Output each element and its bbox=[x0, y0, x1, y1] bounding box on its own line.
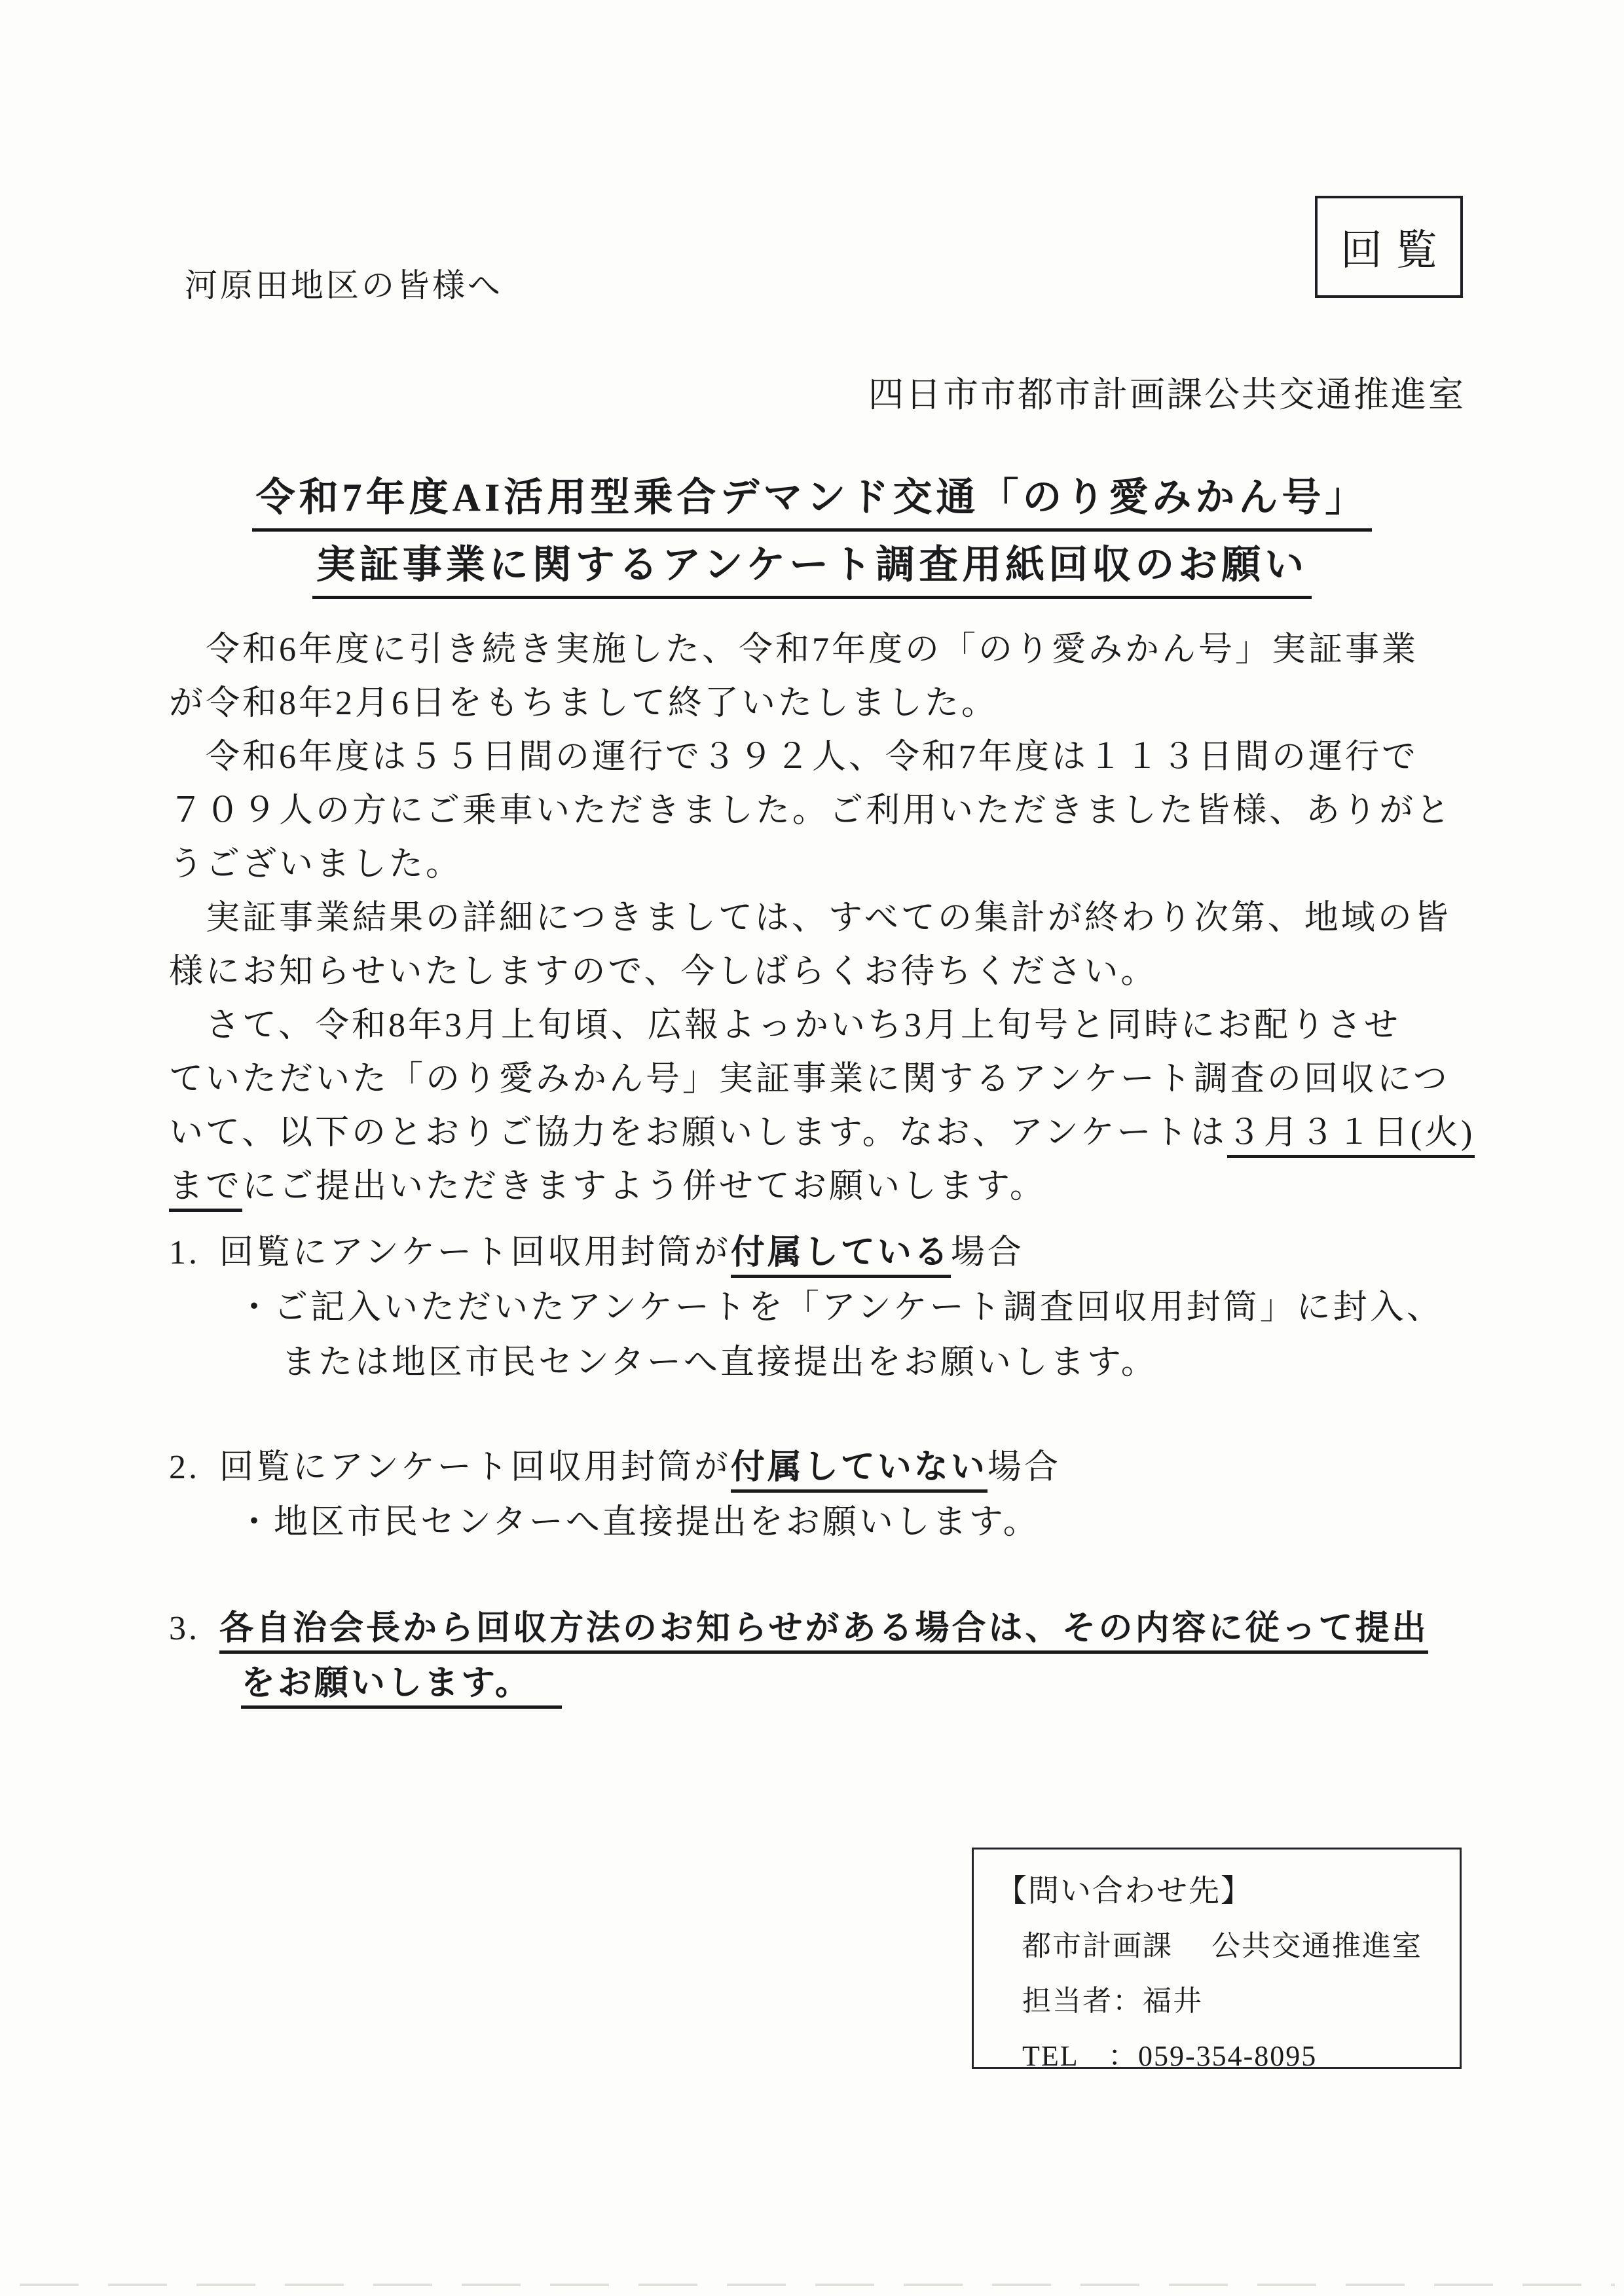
paragraph-line: 令和6年度に引き続き実施した、令和7年度の「のり愛みかん号」実証事業 bbox=[169, 631, 1419, 668]
heading-text: 回覧にアンケート回収用封筒が bbox=[219, 1234, 731, 1271]
list-item-1-heading bbox=[169, 1226, 1443, 1281]
sender-line: 四日市市都市計画課公共交通推進室 bbox=[868, 375, 1466, 414]
heading-text: 場合 bbox=[987, 1449, 1061, 1486]
paragraph-line: 令和6年度は５５日間の運行で３９２人、令和7年度は１１３日間の運行で bbox=[169, 738, 1419, 776]
title-row bbox=[0, 534, 1624, 601]
list-item-1-number: 1. bbox=[169, 1234, 200, 1271]
contact-person: 担当者：福井 bbox=[1022, 1985, 1203, 2017]
heading-text: 場合 bbox=[950, 1234, 1024, 1271]
emphasized-underlined-text: をお願いします。 bbox=[241, 1665, 562, 1709]
list-item-3-number: 3. bbox=[169, 1610, 200, 1647]
contact-header: 【問い合わせ先】 bbox=[996, 1874, 1253, 1908]
deadline-underlined-text: まで bbox=[169, 1168, 242, 1212]
paragraph-line: 実証事業結果の詳細につきましては、すべての集計が終わり次第、地域の皆 bbox=[169, 900, 1451, 937]
emphasized-underlined-text: 付属している bbox=[731, 1234, 951, 1278]
list-item-2-heading bbox=[169, 1440, 1061, 1495]
list-item-3-line-1 bbox=[169, 1601, 1428, 1656]
contact-tel: TEL ：059-354-8095 bbox=[1022, 2040, 1318, 2072]
list-item-3 bbox=[169, 1601, 1428, 1711]
circulation-stamp-label: 回覧 bbox=[1340, 227, 1450, 274]
paragraph-line: が令和8年2月6日をもちまして終了いたしました。 bbox=[169, 685, 999, 722]
list-item-3-line-2 bbox=[169, 1656, 1428, 1711]
scan-artifact-line bbox=[20, 2284, 1615, 2286]
contact-box bbox=[972, 1848, 1462, 2072]
contact-department: 都市計画課 公共交通推進室 bbox=[1022, 1930, 1422, 1962]
paragraph-line: うございました。 bbox=[169, 846, 463, 883]
title-line-1: 令和7年度AI活用型乗合デマンド交通「のり愛みかん号」 bbox=[252, 466, 1373, 532]
list-item-1 bbox=[169, 1226, 1443, 1391]
title-row bbox=[0, 466, 1624, 534]
recipient-line: 河原田地区の皆様へ bbox=[185, 267, 503, 304]
list-item-2-number: 2. bbox=[169, 1449, 200, 1486]
paragraph-line: 様にお知らせいたしますので、今しばらくお待ちください。 bbox=[169, 953, 1158, 991]
circulation-stamp-box bbox=[1315, 196, 1463, 298]
paragraph-line bbox=[169, 1160, 1479, 1214]
emphasized-underlined-text: 各自治会長から回収方法のお知らせがある場合は、その内容に従って提出 bbox=[219, 1610, 1428, 1654]
paragraph-line: ７０９人の方にご乗車いただきました。ご利用いただきました皆様、ありがと bbox=[169, 792, 1453, 829]
list-item-1-bullet-line: ・ご記入いただいたアンケートを「アンケート調査回収用封筒」に封入、 bbox=[237, 1289, 1443, 1326]
body-text bbox=[169, 623, 1479, 1214]
title-line-2: 実証事業に関するアンケート調査用紙回収のお願い bbox=[312, 534, 1312, 599]
paragraph-line bbox=[169, 1106, 1479, 1160]
deadline-underlined-text: ３月３１日(火) bbox=[1227, 1114, 1475, 1158]
list-item-2-bullet-line: ・地区市民センターへ直接提出をお願いします。 bbox=[237, 1504, 1040, 1541]
paragraph-line: ていただいた「のり愛みかん号」実証事業に関するアンケート調査の回収につ bbox=[169, 1061, 1450, 1098]
emphasized-underlined-text: 付属していない bbox=[731, 1449, 987, 1493]
list-item-1-bullet-continuation: または地区市民センターへ直接提出をお願いします。 bbox=[282, 1344, 1158, 1381]
list-item-2 bbox=[169, 1440, 1061, 1550]
paragraph-text: いて、以下のとおりご協力をお願いします。なお、アンケートは bbox=[169, 1114, 1227, 1152]
document-title bbox=[0, 466, 1624, 601]
heading-text: 回覧にアンケート回収用封筒が bbox=[219, 1449, 731, 1486]
paragraph-text: にご提出いただきますよう併せてお願いします。 bbox=[242, 1168, 1046, 1205]
paragraph-line: さて、令和8年3月上旬頃、広報よっかいち3月上旬号と同時にお配りさせ bbox=[169, 1007, 1401, 1044]
